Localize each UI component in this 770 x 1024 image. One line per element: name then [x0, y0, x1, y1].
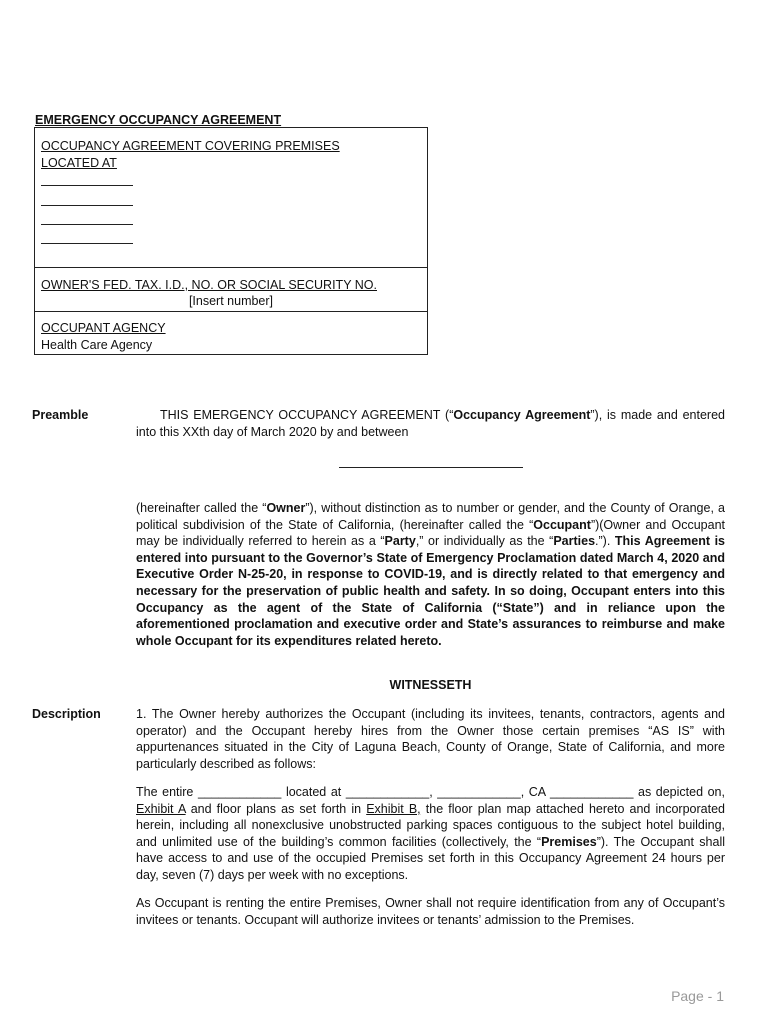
preamble-label: Preamble [32, 408, 89, 422]
preamble-text-d: ,” or individually as the “ [415, 534, 554, 549]
description-text-1: 1. The Owner hereby authorizes the Occupant (including its invitees, tenants, contractors, agents and operator) and the Occupant hereby hires from the Owner those certain premises “AS IS” with appurtenances situated in the City of Laguna Beach, County of Orange, State of California, and more particularly described as follows: [136, 707, 725, 771]
premises-label: OCCUPANCY AGREEMENT COVERING PREMISES LOCATED AT [41, 139, 340, 170]
description-paragraph-3 [136, 895, 725, 928]
preamble-intro-text-2: ”), is made and entered into this XXth day of March 2020 by and between [136, 408, 725, 439]
owner-name-blank-line [339, 467, 523, 468]
address-blank-line-3 [41, 224, 133, 225]
preamble-text-e: .”). [595, 534, 615, 549]
premises-cell [35, 128, 427, 267]
description-paragraph-1 [136, 706, 725, 772]
description-text-3: As Occupant is renting the entire Premises, Owner shall not require identification from any of Occupant’s invitees or tenants. Occupant will authorize invitees or tenants’ admission to the Premises. [136, 896, 725, 927]
preamble-text-a: (hereinafter called the “ [136, 501, 267, 515]
owner-tax-cell [35, 267, 427, 312]
witnesseth-heading: WITNESSETH [389, 678, 472, 692]
description-text-2a: The entire ____________ located at ____________, ____________, CA ____________ as depicted on, [136, 785, 725, 799]
document-title: EMERGENCY OCCUPANCY AGREEMENT [35, 113, 282, 127]
description-text-2b: and floor plans as set forth in [185, 801, 367, 816]
exhibit-b-ref: Exhibit B, [366, 801, 421, 816]
preamble-intro-bold: Occupancy Agreement [453, 408, 591, 422]
address-blank-line-1 [41, 185, 133, 186]
page-number: Page - 1 [671, 988, 724, 1004]
parties-term: Parties [553, 534, 596, 549]
description-text-2d: ”). The Occupant shall have access to and use of the occupied Premises set forth in this Occupancy Agreement 24 hours per day, seven (7) days per week with no exceptions. [136, 834, 725, 882]
address-blank-line-4 [41, 243, 133, 244]
occupant-label: OCCUPANT AGENCY [41, 321, 166, 335]
description-text-2c: the floor plan map attached hereto and incorporated herein, including all nonexclusive unobstructed parking spaces contiguous to the subject hotel building, and unlimited use of the building’s common facilities (collectively, the “ [136, 801, 725, 849]
occupant-term: Occupant [533, 517, 591, 532]
preamble-text-c: ”)(Owner and Occupant may be individually referred to herein as a “ [136, 517, 725, 549]
preamble-intro-text-1: THIS EMERGENCY OCCUPANCY AGREEMENT (“ [160, 408, 454, 422]
owner-tax-value: [Insert number] [188, 294, 274, 308]
description-label: Description [32, 707, 101, 721]
premises-term: Premises [541, 834, 597, 849]
owner-term: Owner [266, 501, 306, 515]
address-blank-line-2 [41, 205, 133, 206]
header-info-box [34, 127, 428, 355]
description-paragraph-2 [136, 784, 725, 884]
owner-tax-label: OWNER'S FED. TAX. I.D., NO. OR SOCIAL SECURITY NO. [41, 278, 377, 292]
occupant-cell [35, 311, 427, 356]
party-term: Party [384, 534, 416, 549]
preamble-text-b: ”), without distinction as to number or gender, and the County of Orange, a political subdivision of the State of California, (hereinafter called the “ [136, 501, 725, 532]
exhibit-a-ref: Exhibit A [136, 801, 186, 816]
occupant-value: Health Care Agency [41, 338, 153, 352]
preamble-bold-statement: This Agreement is entered into pursuant to the Governor’s State of Emergency Proclamation dated March 4, 2020 and Executive Order N-25-20, in response to COVID-19, and is directly related to that emergency and necessary for the preservation of public health and safety. In so doing, Occupant enters into this Occupancy as the agent of the State of California (“State”) and in reliance upon the aforementioned proclamation and executive order and State’s assurances to reimburse and make whole Occupant for its expenditures related hereto. [136, 534, 725, 648]
preamble-intro [136, 407, 725, 440]
preamble-body [136, 500, 725, 649]
